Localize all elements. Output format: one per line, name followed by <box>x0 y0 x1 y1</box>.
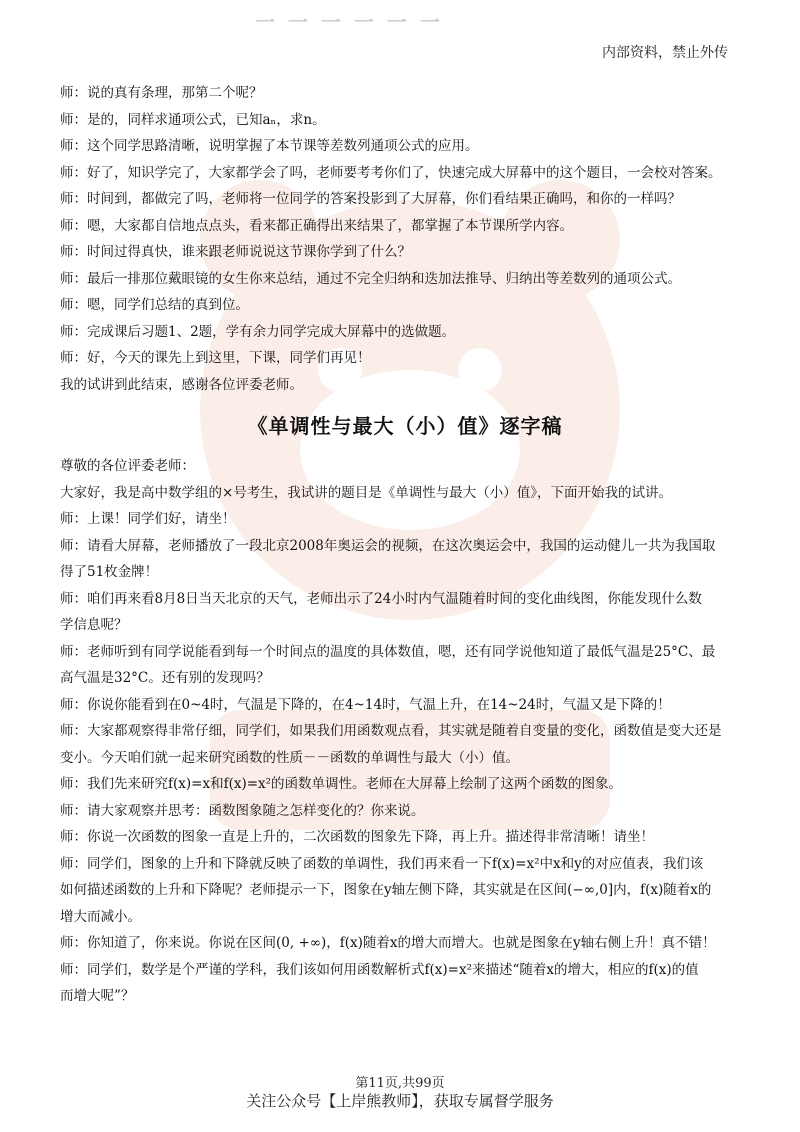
paragraph-line: 师：好，今天的课先上到这里，下课，同学们再见！ <box>60 350 371 366</box>
paragraph-line: 师：这个同学思路清晰，说明掌握了本节课等差数列通项公式的应用。 <box>60 138 479 154</box>
document-body <box>60 80 750 1010</box>
section-title: 《单调性与最大（小）值》逐字稿 <box>247 414 563 438</box>
paragraph-line: 师：好了，知识学完了，大家都学会了吗，老师要考考你们了，快速完成大屏幕中的这个题目，一会校对答案。 <box>60 164 722 181</box>
paragraph-line: 师：我们先来研究f(x)=x和f(x)=x²的函数单调性。老师在大屏幕上绘制了这两个函数的图象。 <box>60 776 623 792</box>
paragraph-line: 师：你知道了，你来说。你说在区间(0, +∞)，f(x)随着x的增大而增大。也就是图象在y轴右侧上升！真不错！ <box>60 935 716 951</box>
paragraph-line: 得了51枚金牌！ <box>60 564 159 580</box>
paragraph-line: 师：完成课后习题1、2题，学有余力同学完成大屏幕中的选做题。 <box>60 323 456 340</box>
paragraph-line: 尊敬的各位评委老师： <box>60 458 195 474</box>
paragraph-line: 师：请大家观察并思考：函数图象随之怎样变化的？你来说。 <box>60 802 425 819</box>
paragraph-line: 师：老师听到有同学说能看到每一个时间点的温度的具体数值，嗯，还有同学说他知道了最低气温是25°C、最 <box>60 643 716 660</box>
paragraph-line: 师：时间到，都做完了吗，老师将一位同学的答案投影到了大屏幕，你们看结果正确吗，和你的一样吗？ <box>60 191 681 207</box>
confidential-note: 内部资料，禁止外传 <box>602 45 728 61</box>
page-number: 第11页,共99页 <box>355 1076 445 1091</box>
paragraph-line: 大家好，我是高中数学组的×号考生，我试讲的题目是《单调性与最大（小）值》，下面开始我的试讲。 <box>60 484 673 501</box>
paragraph-line: 师：最后一排那位戴眼镜的女生你来总结，通过不完全归纳和迭加法推导、归纳出等差数列的通项公式。 <box>60 270 681 287</box>
paragraph-line: 我的试讲到此结束，感谢各位评委老师。 <box>60 376 303 393</box>
section-2 <box>60 453 750 1010</box>
paragraph-line: 而增大呢”？ <box>60 988 135 1004</box>
section-1 <box>60 80 750 398</box>
paragraph-line: 高气温是32°C。还有别的发现吗？ <box>60 670 270 686</box>
paragraph-line: 增大而减小。 <box>60 908 141 925</box>
paragraph-line: 师：是的，同样求通项公式，已知aₙ，求n。 <box>60 111 326 128</box>
paragraph-line: 师：嗯，同学们总结的真到位。 <box>60 297 249 313</box>
footer-ad-text: 关注公众号【上岸熊教师】，获取专属督学服务 <box>246 1092 554 1110</box>
paragraph-line: 师：时间过得真快，谁来跟老师说说这节课你学到了什么？ <box>60 244 411 260</box>
paragraph-line: 师：大家都观察得非常仔细，同学们，如果我们用函数观点看，其实就是随着自变量的变化，函数值是变大还是 <box>60 723 722 739</box>
paragraph-line: 师：同学们，图象的上升和下降就反映了函数的单调性，我们再来看一下f(x)=x²中x和y的对应值表，我们该 <box>60 855 704 872</box>
header-faint-text: 一 一 一 一 一 一 <box>255 10 443 34</box>
paragraph-line: 变小。今天咱们就一起来研究函数的性质－－函数的单调性与最大（小）值。 <box>60 749 519 766</box>
paragraph-line: 师：说的真有条理，那第二个呢？ <box>60 85 263 101</box>
paragraph-line: 师：你说一次函数的图象一直是上升的，二次函数的图象先下降，再上升。描述得非常清晰！请坐！ <box>60 829 654 845</box>
paragraph-line: 师：上课！同学们好，请坐！ <box>60 511 236 527</box>
paragraph-line: 学信息呢？ <box>60 617 128 633</box>
paragraph-line: 师：咱们再来看8月8日当天北京的天气，老师出示了24小时内气温随着时间的变化曲线图，你能发现什么数 <box>60 590 702 607</box>
paragraph-line: 师：请看大屏幕，老师播放了一段北京2008年奥运会的视频，在这次奥运会中，我国的运动健儿一共为我国取 <box>60 537 716 554</box>
paragraph-line: 如何描述函数的上升和下降呢？老师提示一下，图象在y轴左侧下降，其实就是在区间(−∞,0]内，f(x)随着x的 <box>60 882 712 898</box>
paragraph-line: 师：你说你能看到在0~4时，气温是下降的，在4~14时，气温上升，在14~24时，气温又是下降的！ <box>60 696 671 713</box>
paragraph-line: 师：嗯，大家都自信地点点头，看来都正确得出来结果了，都掌握了本节课所学内容。 <box>60 217 573 234</box>
paragraph-line: 师：同学们，数学是个严谨的学科，我们该如何用函数解析式f(x)=x²来描述“随着x的增大，相应的f(x)的值 <box>60 961 699 978</box>
